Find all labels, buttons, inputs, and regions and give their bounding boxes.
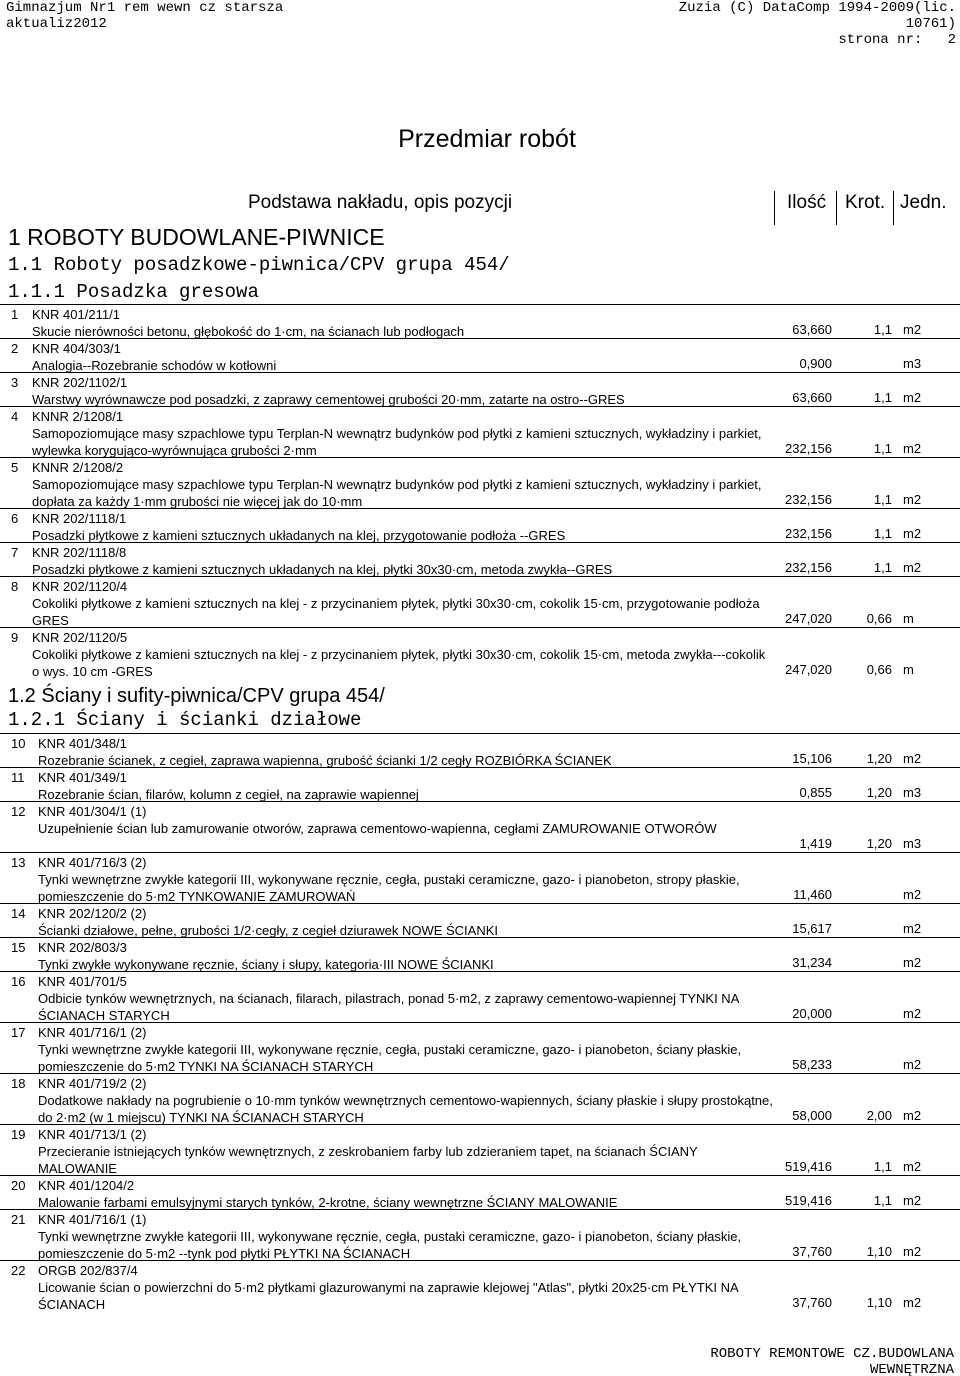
column-header [0, 191, 960, 217]
item-multiplier: 1,10 [866, 1295, 892, 1310]
item-multiplier: 1,1 [873, 560, 892, 575]
item-number: 3 [11, 375, 19, 390]
item-number: 9 [11, 630, 19, 645]
item-code: KNR 401/713/1 (2) [38, 1127, 147, 1142]
item-unit: m2 [903, 441, 922, 456]
item-quantity: 37,760 [792, 1244, 832, 1259]
header-project-name: Gimnazjum Nr1 rem wewn cz starsza [6, 0, 284, 16]
page-footer [710, 1346, 954, 1376]
section-heading-1-1-1: 1.1.1 Posadzka gresowa [8, 281, 259, 303]
column-multiplier: Krot. [845, 192, 886, 213]
item-quantity: 63,660 [792, 322, 832, 337]
item-description: Rozebranie ścianek, z cegieł, zaprawa wapienna, grubość ścianki 1/2 cegły ROZBIÓRKA ŚCIANEK [38, 753, 612, 768]
table-row [0, 1209, 960, 1260]
table-row [0, 937, 960, 971]
item-unit: m2 [903, 921, 922, 936]
item-multiplier: 1,20 [866, 836, 892, 851]
item-quantity: 15,617 [792, 921, 832, 936]
item-number: 2 [11, 341, 19, 356]
item-quantity: 519,416 [785, 1159, 832, 1174]
item-quantity: 0,855 [799, 785, 832, 800]
item-description: Cokoliki płytkowe z kamieni sztucznych na klej - z przycinaniem płytek, płytki 30x30·cm, cokolik 15·cm, metoda zwykła---cokolik o wys. 10 cm -GRES [32, 647, 766, 679]
item-code: KNR 401/211/1 [32, 307, 120, 322]
header-software: Zuzia (C) DataComp 1994-2009(lic. [678, 0, 956, 16]
item-description: Tynki wewnętrzne zwykłe kategorii III, wykonywane ręcznie, cegła, pustaki ceramiczne, gazo- i pianobeton, ściany płaskie, pomieszczenie do 5·m2 TYNKI NA ŚCIANACH STARYCH [38, 1042, 742, 1074]
item-quantity: 15,106 [792, 751, 832, 766]
item-code: KNR 401/716/3 (2) [38, 855, 147, 870]
item-number: 4 [11, 409, 19, 424]
table-row [0, 406, 960, 457]
item-quantity: 247,020 [785, 611, 832, 626]
item-number: 19 [11, 1127, 26, 1142]
item-multiplier: 0,66 [866, 662, 892, 677]
item-number: 21 [11, 1212, 26, 1227]
column-divider [774, 191, 775, 225]
item-unit: m2 [903, 526, 922, 541]
table-row [0, 1260, 960, 1311]
item-code: KNR 202/120/2 (2) [38, 906, 147, 921]
item-number: 12 [11, 804, 26, 819]
item-number: 5 [11, 460, 19, 475]
column-divider [893, 191, 894, 225]
item-description: Odbicie tynków wewnętrznych, na ścianach, filarach, pilastrach, ponad 5·m2, z zaprawy cementowo-wapiennej TYNKI NA ŚCIANACH STARYCH [38, 991, 739, 1023]
header-page-number [838, 32, 956, 48]
item-code: KNR 401/349/1 [38, 770, 127, 785]
item-unit: m2 [903, 1193, 922, 1208]
table-row [0, 1124, 960, 1175]
item-description: Ścianki działowe, pełne, grubości 1/2·cegły, z cegieł dziurawek NOWE ŚCIANKI [38, 923, 499, 938]
item-quantity: 519,416 [785, 1193, 832, 1208]
item-code: KNR 401/716/1 (1) [38, 1212, 147, 1227]
item-description: Rozebranie ścian, filarów, kolumn z cegieł, na zaprawie wapiennej [38, 787, 419, 802]
table-row [0, 767, 960, 801]
column-unit: Jedn. [900, 192, 947, 213]
item-code: KNR 202/803/3 [38, 940, 127, 955]
item-unit: m2 [903, 1295, 922, 1310]
item-unit: m2 [903, 1108, 922, 1123]
footer-line-1: ROBOTY REMONTOWE CZ.BUDOWLANA [710, 1346, 954, 1362]
item-multiplier: 2,00 [866, 1108, 892, 1123]
item-description: Tynki zwykłe wykonywane ręcznie, ściany i słupy, kategoria·III NOWE ŚCIANKI [38, 957, 494, 972]
column-quantity: Ilość [787, 192, 827, 213]
item-quantity: 37,760 [792, 1295, 832, 1310]
item-unit: m2 [903, 322, 922, 337]
item-number: 15 [11, 940, 26, 955]
item-quantity: 0,900 [799, 356, 832, 371]
item-number: 10 [11, 736, 26, 751]
item-quantity: 11,460 [793, 887, 832, 902]
item-multiplier: 1,1 [873, 492, 892, 507]
section-heading-1: 1 ROBOTY BUDOWLANE-PIWNICE [8, 224, 385, 250]
item-unit: m2 [903, 1057, 922, 1072]
item-code: KNR 401/348/1 [38, 736, 127, 751]
item-multiplier: 1,1 [873, 322, 892, 337]
item-quantity: 232,156 [785, 526, 832, 541]
item-number: 17 [11, 1025, 26, 1040]
item-number: 8 [11, 579, 19, 594]
table-row [0, 971, 960, 1022]
header-version: aktualiz2012 [6, 16, 107, 32]
header-page-value: 2 [947, 32, 956, 48]
table-row [0, 627, 960, 678]
header-license: 10761) [905, 16, 956, 32]
document-title: Przedmiar robót [398, 125, 576, 153]
table-row [0, 576, 960, 627]
item-description: Posadzki płytkowe z kamieni sztucznych układanych na klej, płytki 30x30·cm, metoda zwykła--GRES [32, 562, 613, 577]
item-unit: m2 [903, 955, 922, 970]
item-quantity: 31,234 [792, 955, 832, 970]
item-multiplier: 1,20 [866, 751, 892, 766]
item-quantity: 1,419 [799, 836, 832, 851]
item-multiplier: 1,20 [866, 785, 892, 800]
item-quantity: 232,156 [785, 441, 832, 456]
section-heading-1-2-1: 1.2.1 Ściany i ścianki działowe [8, 709, 362, 731]
item-quantity: 58,000 [792, 1108, 832, 1123]
item-unit: m2 [903, 1159, 922, 1174]
table-row [0, 852, 960, 903]
item-number: 6 [11, 511, 19, 526]
item-unit: m3 [903, 836, 922, 851]
table-row [0, 903, 960, 937]
table-row [0, 542, 960, 576]
item-unit: m2 [903, 1244, 922, 1259]
item-description: Samopoziomujące masy szpachlowe typu Terplan-N wewnątrz budynków pod płytki z kamieni sztucznych, wykładziny i parkiet, wylewka korygująco-wyrównująca grubości 2·mm [32, 426, 762, 458]
header-page-label: strona nr: [838, 32, 923, 48]
item-quantity: 20,000 [792, 1006, 832, 1021]
item-multiplier: 1,10 [866, 1244, 892, 1259]
item-quantity: 63,660 [792, 390, 832, 405]
column-basis: Podstawa nakładu, opis pozycji [248, 192, 513, 213]
item-unit: m3 [903, 785, 922, 800]
item-description: Posadzki płytkowe z kamieni sztucznych układanych na klej, przygotowanie podłoża --GRES [32, 528, 566, 543]
item-number: 20 [11, 1178, 26, 1193]
item-code: KNR 202/1118/1 [32, 511, 127, 526]
item-quantity: 58,233 [792, 1057, 832, 1072]
item-code: KNR 202/1102/1 [32, 375, 128, 390]
item-multiplier: 0,66 [866, 611, 892, 626]
item-description: Tynki wewnętrzne zwykłe kategorii III, wykonywane ręcznie, cegła, pustaki ceramiczne, gazo- i pianobeton, stropy płaskie, pomieszczenie do 5·m2 TYNKOWANIE ZAMUROWAŃ [38, 872, 740, 904]
table-row [0, 338, 960, 372]
item-unit: m2 [903, 751, 922, 766]
item-description: Licowanie ścian o powierzchni do 5·m2 płytkami glazurowanymi na zaprawie klejowej "Atlas", płytki 20x25·cm PŁYTKI NA ŚCIANACH [38, 1280, 738, 1312]
item-multiplier: 1,1 [873, 390, 892, 405]
table-row [0, 1022, 960, 1073]
item-code: KNNR 2/1208/2 [32, 460, 124, 475]
item-code: KNNR 2/1208/1 [32, 409, 124, 424]
item-unit: m2 [903, 1006, 922, 1021]
item-quantity: 232,156 [785, 560, 832, 575]
item-code: KNR 202/1120/5 [32, 630, 128, 645]
item-code: KNR 202/1118/8 [32, 545, 127, 560]
item-description: Samopoziomujące masy szpachlowe typu Terplan-N wewnątrz budynków pod płytki z kamieni sztucznych, wykładziny i parkiet, dopłata za każdy 1·mm grubości nie więcej jak do 10·mm [32, 477, 762, 509]
item-description: Dodatkowe nakłady na pogrubienie o 10·mm tynków wewnętrznych cementowo-wapiennych, ściany płaskie i słupy prostokątne, do 2·m2 (w 1 miejscu) TYNKI NA ŚCIANACH STARYCH [38, 1093, 773, 1125]
item-code: ORGB 202/837/4 [38, 1263, 138, 1278]
item-unit: m [903, 611, 914, 626]
table-row [0, 801, 960, 852]
item-number: 14 [11, 906, 26, 921]
item-number: 16 [11, 974, 26, 989]
item-description: Malowanie farbami emulsyjnymi starych tynków, 2-krotne, ściany wewnętrzne ŚCIANY MALOWANIE [38, 1195, 618, 1210]
item-number: 11 [11, 770, 25, 785]
item-code: KNR 401/719/2 (2) [38, 1076, 147, 1091]
item-unit: m2 [903, 492, 922, 507]
item-description: Warstwy wyrównawcze pod posadzki, z zaprawy cementowej grubości 20·mm, zatarte na ostro--GRES [32, 392, 625, 407]
item-code: KNR 401/716/1 (2) [38, 1025, 147, 1040]
table-row [0, 733, 960, 767]
item-unit: m [903, 662, 914, 677]
item-multiplier: 1,1 [873, 526, 892, 541]
table-row [0, 372, 960, 406]
item-number: 13 [11, 855, 26, 870]
item-description: Analogia--Rozebranie schodów w kotłowni [32, 358, 277, 373]
item-code: KNR 404/303/1 [32, 341, 121, 356]
section-heading-1-1: 1.1 Roboty posadzkowe-piwnica/CPV grupa 454/ [8, 254, 510, 276]
item-unit: m2 [903, 887, 922, 902]
item-unit: m2 [903, 390, 922, 405]
page-header [0, 0, 960, 50]
item-code: KNR 202/1120/4 [32, 579, 128, 594]
item-description: Skucie nierówności betonu, głębokość do 1·cm, na ścianach lub podłogach [32, 324, 465, 339]
item-code: KNR 401/1204/2 [38, 1178, 135, 1193]
table-row [0, 457, 960, 508]
item-code: KNR 401/701/5 [38, 974, 127, 989]
item-description: Uzupełnienie ścian lub zamurowanie otworów, zaprawa cementowo-wapienna, cegłami ZAMUROWANIE OTWORÓW [38, 821, 717, 836]
item-multiplier: 1,1 [873, 1193, 892, 1208]
table-row [0, 1175, 960, 1209]
item-code: KNR 401/304/1 (1) [38, 804, 147, 819]
item-number: 7 [11, 545, 19, 560]
item-description: Cokoliki płytkowe z kamieni sztucznych na klej - z przycinaniem płytek, płytki 30x30·cm, cokolik 15·cm, przygotowanie podłoża GRES [32, 596, 760, 628]
column-divider [836, 191, 837, 225]
item-unit: m2 [903, 560, 922, 575]
table-row [0, 508, 960, 542]
item-number: 22 [11, 1263, 26, 1278]
footer-line-2: WEWNĘTRZNA [869, 1362, 954, 1376]
table-row [0, 304, 960, 338]
item-unit: m3 [903, 356, 922, 371]
item-multiplier: 1,1 [873, 1159, 892, 1174]
item-quantity: 247,020 [785, 662, 832, 677]
item-quantity: 232,156 [785, 492, 832, 507]
item-number: 1 [11, 307, 19, 322]
item-description: Tynki wewnętrzne zwykłe kategorii III, wykonywane ręcznie, cegła, pustaki ceramiczne, gazo- i pianobeton, ściany płaskie, pomieszczenie do 5·m2 --tynk pod płytki PŁYTKI NA ŚCIANACH [38, 1229, 742, 1261]
item-multiplier: 1,1 [873, 441, 892, 456]
item-description: Przecieranie istniejących tynków wewnętrznych, z zeskrobaniem farby lub zdzieraniem tapet, na ścianach ŚCIANY MALOWANIE [38, 1144, 698, 1176]
table-row [0, 1073, 960, 1124]
item-number: 18 [11, 1076, 26, 1091]
section-heading-1-2: 1.2 Ściany i sufity-piwnica/CPV grupa 454/ [8, 685, 385, 707]
